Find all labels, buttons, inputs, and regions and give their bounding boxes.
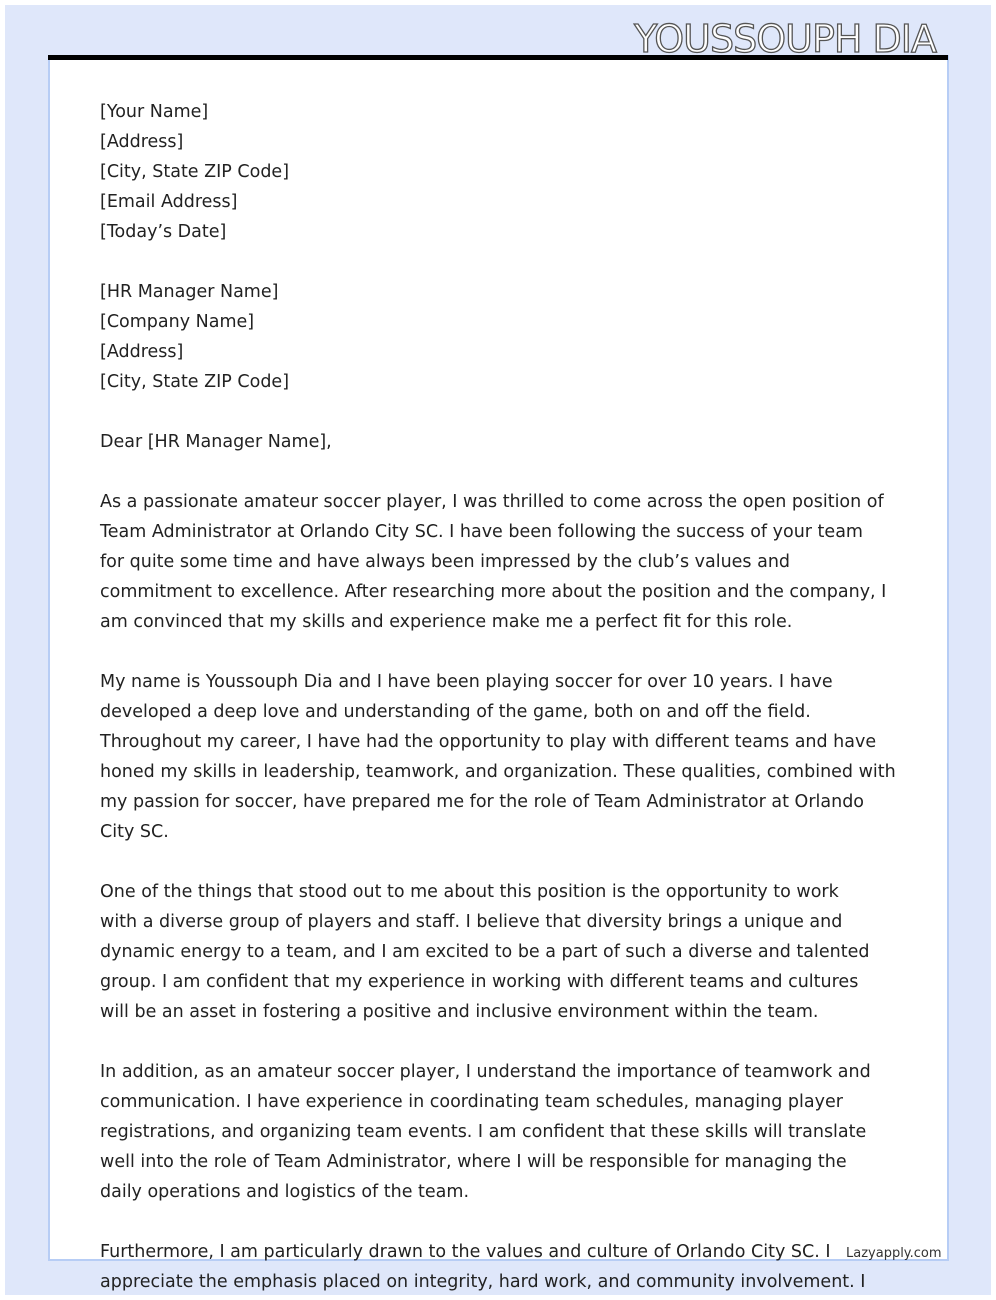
letter-line: [Company Name] xyxy=(100,312,255,332)
letter-line: [Today’s Date] xyxy=(100,222,227,242)
letter-line: with a diverse group of players and staff. I believe that diversity brings a unique and xyxy=(100,912,843,932)
letter-line xyxy=(100,1207,896,1237)
letter-line: registrations, and organizing team events. I am confident that these skills will translate xyxy=(100,1122,867,1142)
letter-line: Throughout my career, I have had the opportunity to play with different teams and have xyxy=(100,732,877,752)
letter-line: appreciate the emphasis placed on integrity, hard work, and community involvement. I xyxy=(100,1272,866,1292)
letter-line: [HR Manager Name] xyxy=(100,282,279,302)
letter-line: commitment to excellence. After researching more about the position and the company, I xyxy=(100,582,887,602)
letter-line xyxy=(100,1027,896,1057)
letter-line: [City, State ZIP Code] xyxy=(100,162,290,182)
letter-line: developed a deep love and understanding of the game, both on and off the field. xyxy=(100,702,811,722)
letter-line: daily operations and logistics of the team. xyxy=(100,1182,470,1202)
letter-line: for quite some time and have always been impressed by the club’s values and xyxy=(100,552,791,572)
letter-line: will be an asset in fostering a positive and inclusive environment within the team. xyxy=(100,1002,819,1022)
header-name: YOUSSOUPH DIA xyxy=(634,17,936,61)
letter-line: City SC. xyxy=(100,822,169,842)
letter-line: group. I am confident that my experience in working with different teams and cultures xyxy=(100,972,859,992)
letter-line: [Your Name] xyxy=(100,102,209,122)
letter-line: My name is Youssouph Dia and I have been playing soccer for over 10 years. I have xyxy=(100,672,833,692)
letter-line: [Address] xyxy=(100,132,184,152)
letter-line: Furthermore, I am particularly drawn to the values and culture of Orlando City SC. I xyxy=(100,1242,831,1262)
letter-line: am convinced that my skills and experience make me a perfect fit for this role. xyxy=(100,612,793,632)
letter-line: well into the role of Team Administrator, where I will be responsible for managing the xyxy=(100,1152,847,1172)
letter-line: As a passionate amateur soccer player, I was thrilled to come across the open position of xyxy=(100,492,884,512)
background xyxy=(5,5,991,1295)
letter-line: In addition, as an amateur soccer player, I understand the importance of teamwork and xyxy=(100,1062,871,1082)
letter-line xyxy=(100,397,896,427)
letter-line: dynamic energy to a team, and I am excited to be a part of such a diverse and talented xyxy=(100,942,870,962)
letter-line xyxy=(100,637,896,667)
letter-line: One of the things that stood out to me about this position is the opportunity to work xyxy=(100,882,839,902)
letter-line: [Email Address] xyxy=(100,192,238,212)
letter-line: honed my skills in leadership, teamwork, and organization. These qualities, combined with xyxy=(100,762,896,782)
letter-line xyxy=(100,247,896,277)
letter-line: communication. I have experience in coordinating team schedules, managing player xyxy=(100,1092,843,1112)
letter-line xyxy=(100,847,896,877)
letter-body xyxy=(100,97,896,1295)
letter-line xyxy=(100,457,896,487)
letter-line: Dear [HR Manager Name], xyxy=(100,432,332,452)
letter-line: my passion for soccer, have prepared me for the role of Team Administrator at Orlando xyxy=(100,792,865,812)
watermark: Lazyapply.com xyxy=(846,1246,942,1261)
letter-line: [City, State ZIP Code] xyxy=(100,372,290,392)
letter-line: Team Administrator at Orlando City SC. I have been following the success of your team xyxy=(100,522,863,542)
letter-line: [Address] xyxy=(100,342,184,362)
